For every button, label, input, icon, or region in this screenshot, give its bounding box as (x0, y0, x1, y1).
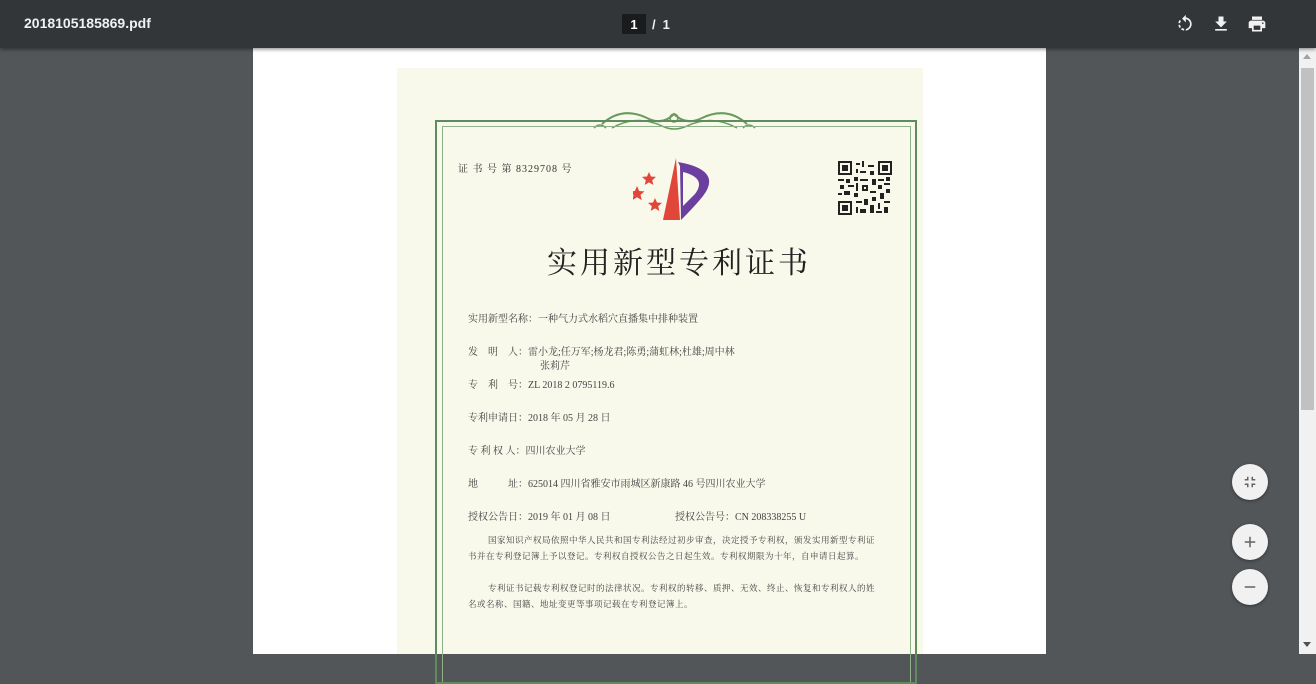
download-icon[interactable] (1209, 12, 1233, 36)
rotate-icon[interactable] (1173, 12, 1197, 36)
print-icon[interactable] (1245, 12, 1269, 36)
pdf-toolbar (0, 0, 1316, 48)
scrollbar-thumb[interactable] (1301, 68, 1314, 410)
inventors: 发 明 人：雷小龙;任万军;杨龙君;陈勇;蒲虹林;杜雄;周中林 (468, 347, 735, 358)
certificate-image (397, 68, 923, 654)
utility-model-name: 实用新型名称：一种气力式水稻穴直播集中排种装置 (468, 314, 698, 325)
inventors-line-2: 张莉芹 (540, 361, 570, 372)
patent-office-logo-icon (633, 158, 717, 222)
filing-date: 专利申请日：2018 年 05 月 28 日 (468, 413, 611, 424)
zoom-out-icon (1241, 578, 1259, 596)
fit-to-page-button[interactable] (1232, 464, 1268, 500)
notice-paragraph-2: 专利证书记载专利权登记时的法律状况。专利权的转移、质押、无效、终止、恢复和专利权人的姓名或名称、国籍、地址变更等事项记载在专利登记簿上。 (468, 583, 876, 609)
file-name: 2018105185869.pdf (24, 15, 151, 31)
patentee: 专 利 权 人：四川农业大学 (468, 446, 586, 457)
zoom-in-icon (1241, 533, 1259, 551)
page-separator: / (652, 16, 656, 32)
patent-number: 专 利 号：ZL 2018 2 0795119.6 (468, 380, 615, 391)
grant-number: 授权公告号：CN 208338255 U (675, 512, 807, 523)
certificate-number: 证 书 号 第 8329708 号 (458, 164, 573, 175)
certificate-title: 实用新型专利证书 (547, 247, 811, 280)
scroll-up-arrow-icon[interactable] (1303, 54, 1311, 59)
qr-code-icon (838, 161, 892, 215)
page-selector (622, 14, 670, 34)
grant-date: 授权公告日：2019 年 01 月 08 日 (468, 512, 611, 523)
page-number-input[interactable] (622, 14, 646, 34)
total-pages: 1 (662, 16, 670, 32)
vertical-scrollbar[interactable] (1299, 48, 1316, 654)
scroll-down-arrow-icon[interactable] (1303, 642, 1311, 647)
zoom-in-button[interactable] (1232, 524, 1268, 560)
zoom-out-button[interactable] (1232, 569, 1268, 605)
notice-paragraph-1: 国家知识产权局依照中华人民共和国专利法经过初步审查，决定授予专利权，颁发实用新型专利证书并在专利登记簿上予以登记。专利权自授权公告之日起生效。专利权期限为十年，自申请日起算。 (468, 535, 876, 561)
address: 地 址：625014 四川省雅安市雨城区新康路 46 号四川农业大学 (468, 479, 766, 490)
fit-to-page-icon (1241, 473, 1259, 491)
